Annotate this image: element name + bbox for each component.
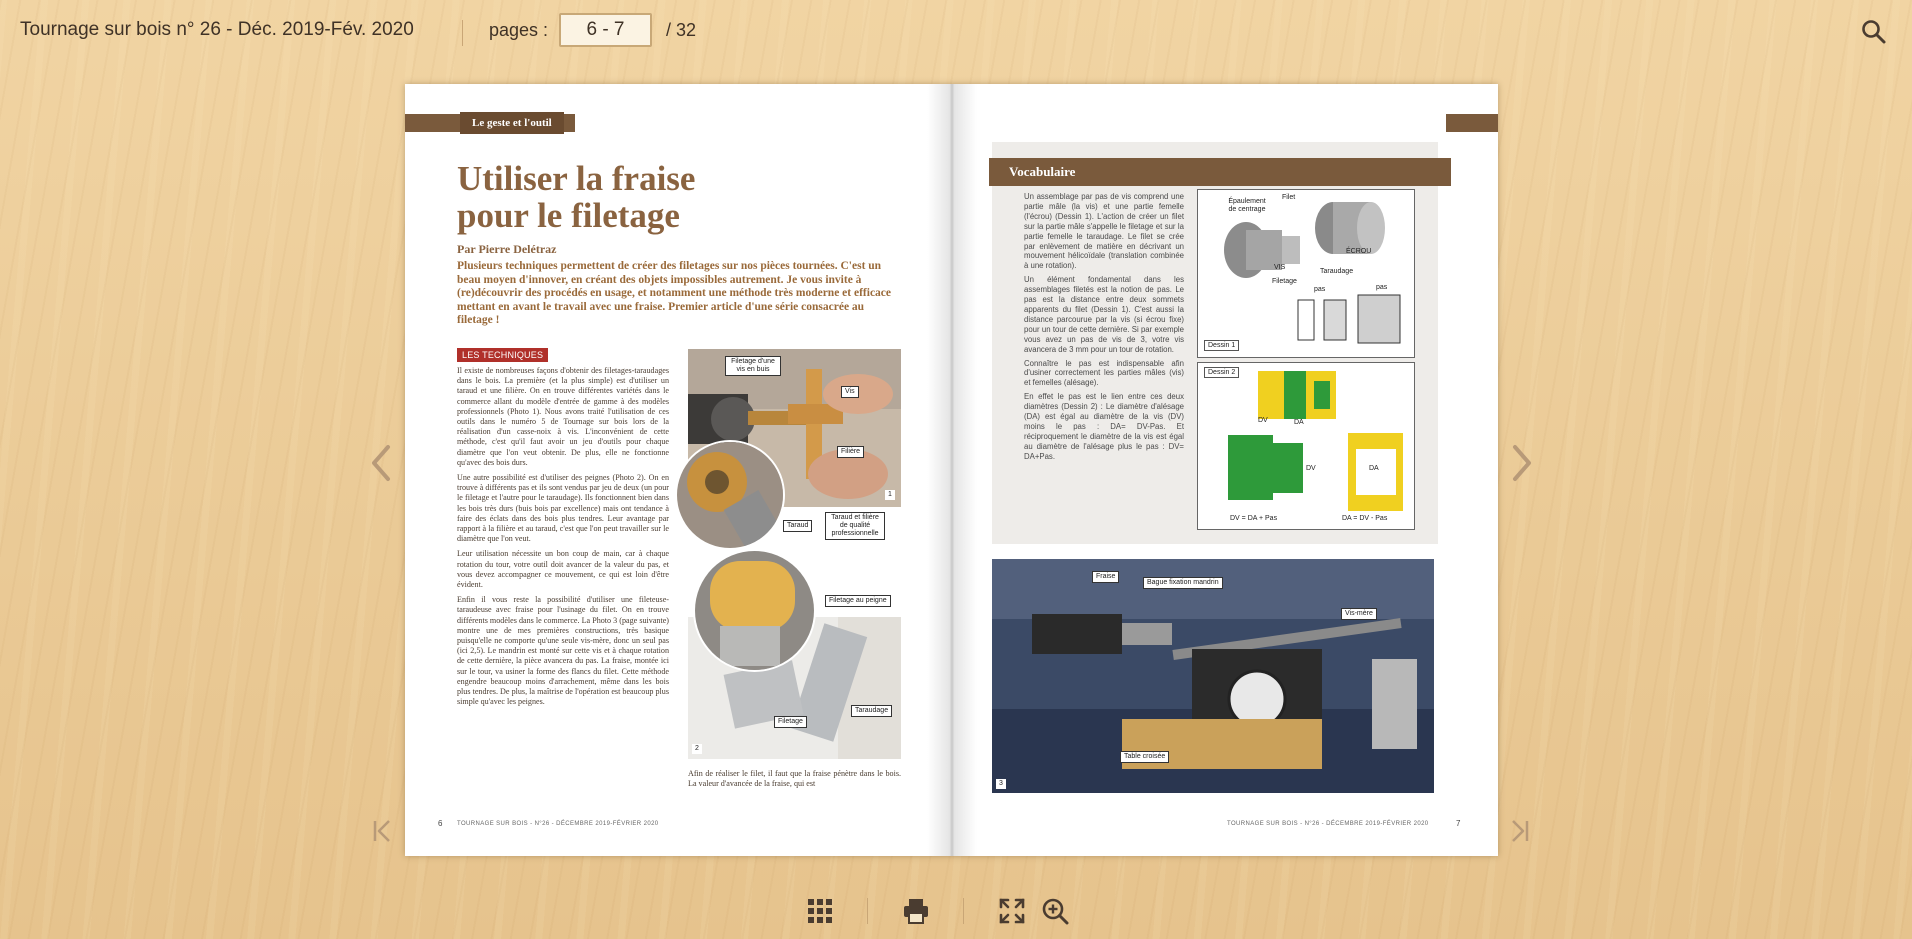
first-page-button[interactable] (372, 818, 394, 844)
headline-line-2: pour le filetage (457, 196, 680, 235)
drawing-part-label: DA (1294, 419, 1304, 426)
photo-label: Filetage d'une vis en buis (725, 356, 781, 376)
rubric-tag: Le geste et l'outil (460, 112, 564, 134)
photo-label: Vis (841, 386, 859, 398)
photo-label: Taraud (783, 520, 812, 532)
last-page-button[interactable] (1508, 818, 1530, 844)
body-paragraph: Il existe de nombreuses façons d'obtenir des filetages-taraudages dans le bois. La première (et la plus simple) est d'utiliser un taraud et une filière. On en trouve différentes variétés dans le commerce allant du modèle d'entrée de gamme à des modèles professionnels (Photo 1). Nous avons traité l'utilisation de ces outils dans le numéro 5 de Tournage sur bois lors de la réalisation d'un casse-noix à vis. L'inconvénient de cette méthode, c'est qu'il faut avoir un jeu d'outils pour chaque diamètre que l'on veut obtenir. De plus, elle ne fonctionne qu'avec des bois durs. (457, 366, 669, 467)
grid-icon (806, 897, 834, 925)
zoom-in-icon (1041, 897, 1069, 925)
headline-line-1: Utiliser la fraise (457, 159, 696, 198)
total-pages: / 32 (666, 20, 697, 40)
thumbnails-button[interactable] (806, 897, 834, 925)
print-button[interactable] (902, 897, 930, 925)
page-number: 6 (438, 819, 443, 828)
page-folio: TOURNAGE SUR BOIS - N°26 - DÉCEMBRE 2019-FÉVRIER 2020 (457, 821, 659, 827)
document-title: Tournage sur bois n° 26 - Déc. 2019-Fév. 2020 (20, 19, 414, 40)
vocab-paragraph: En effet le pas est le lien entre ces deux diamètres (Dessin 2) : Le diamètre d'alésage (DA) est égal au diamètre de la vis (DV) moins le pas : DA= DV-Pas. Et réciproquement le diamètre de la vis est égal au diamètre de l'alésage plus le pas : DV= DA+Pas. (1024, 392, 1184, 461)
dessin-1 (1197, 189, 1415, 358)
next-page-button[interactable] (1509, 443, 1535, 483)
article-lede: Plusieurs techniques permettent de créer des filetages sur nos pièces tournées. C'est un beau moyen d'innover, en créant des objets impossibles autrement. Je vous invite à (re)découvrir des procédés en usage, et notamment une méthode très moderne et efficace mettant en avant le travail avec une fraise. Premier article d'une série consacrée au filetage ! (457, 260, 892, 326)
page-gutter (927, 84, 977, 856)
photo-1-inset-image (677, 442, 785, 550)
left-page (405, 84, 951, 856)
dessin-2-illustration (1198, 363, 1414, 529)
body-paragraph: Une autre possibilité est d'utiliser des peignes (Photo 2). On en trouve à différents pas et ils sont vendus par jeu de deux (un pour le filetage et l'autre pour le taraudage). Ils fonctionnent bien dans les bois très durs (buis bois par excellence) mais ont tendance à faire des éclats dans des bois plus tendres. Leur avantage par rapport à la filière et au taraud, c'est que l'on peut travailler sur le diamètre que l'on veut. (457, 473, 669, 544)
drawing-part-label: VIS (1274, 264, 1286, 271)
drawing-part-label: ÉCROU (1346, 248, 1372, 255)
photo-label: Table croisée (1120, 751, 1169, 763)
drawing-part-label: DV = DA + Pas (1230, 515, 1278, 522)
dessin-2 (1197, 362, 1415, 530)
fullscreen-icon (998, 897, 1026, 925)
section-tag: LES TECHNIQUES (457, 348, 548, 362)
chevron-left-icon (368, 443, 394, 483)
drawing-part-label: DA (1369, 465, 1379, 472)
toolbar-divider (867, 898, 868, 924)
article-body (457, 366, 669, 713)
search-button[interactable] (1860, 18, 1888, 46)
right-page (952, 84, 1498, 856)
pages-label: pages : (489, 20, 549, 40)
zoom-in-button[interactable] (1041, 897, 1069, 925)
drawing-part-label: pas (1314, 286, 1326, 293)
drawing-part-label: Taraudage (1320, 268, 1354, 275)
photo-3-image (992, 559, 1434, 793)
photo-number: 1 (885, 490, 895, 500)
printer-icon (902, 897, 930, 925)
photo-label: Filetage (774, 716, 807, 728)
previous-page-button[interactable] (368, 443, 394, 483)
photo-label: Bague fixation mandrin (1143, 577, 1223, 589)
drawing-part-label: DV (1306, 465, 1316, 472)
vocabulary-title: Vocabulaire (989, 158, 1451, 186)
photo-number: 3 (996, 779, 1006, 789)
photo-2-inset (693, 549, 816, 672)
drawing-part-label: pas (1376, 284, 1388, 291)
drawing-part-label: Filetage (1272, 278, 1297, 285)
drawing-part-label: DA = DV - Pas (1342, 515, 1388, 522)
page-number-input[interactable] (559, 13, 652, 47)
vocab-paragraph: Connaître le pas est indispensable afin d'usiner correctement les parties mâles (vis) et femelles (alésage). (1024, 358, 1184, 388)
photo-2-inset-image (695, 551, 816, 672)
dessin-1-illustration (1198, 190, 1414, 357)
drawing-part-label: Épaulement de centrage (1228, 198, 1266, 213)
drawing-part-label: DV (1258, 417, 1268, 424)
vocab-paragraph: Un élément fondamental dans les assemblages filetés est la notion de pas. Le pas est la distance entre deux sommets apparents du filet (Dessin 1). C'est aussi la distance parcourue par la vis (si écrou fixe) pour un tour de cette dernière. Si par exemple vous avez un pas de vis de 3, votre vis avancera de 3 mm pour un tour de rotation. (1024, 275, 1184, 354)
vocabulary-text (1024, 192, 1184, 466)
photo-label: Vis-mère (1341, 608, 1377, 620)
dessin-1-label: Dessin 1 (1204, 340, 1239, 351)
toolbar-divider (462, 20, 463, 46)
photo-label: Fraise (1092, 571, 1119, 583)
photo-label: Filière (837, 446, 864, 458)
toolbar-divider (963, 898, 964, 924)
photo-label: Taraudage (851, 705, 892, 717)
page-number: 7 (1456, 819, 1461, 828)
article-continued-text: Afin de réaliser le filet, il faut que la fraise pénètre dans le bois. La valeur d'avancée de la fraise, qui est (688, 769, 901, 789)
dessin-2-label: Dessin 2 (1204, 367, 1239, 378)
drawing-part-label: Filet (1282, 194, 1296, 201)
search-icon (1860, 18, 1888, 46)
article-byline: Par Pierre Delétraz (457, 242, 557, 256)
photo-3 (992, 559, 1434, 793)
last-page-icon (1508, 818, 1530, 844)
magazine-spread (405, 84, 1498, 856)
first-page-icon (372, 818, 394, 844)
article-headline (457, 160, 897, 234)
rubric-bar (1446, 114, 1498, 132)
vocab-paragraph: Un assemblage par pas de vis comprend une partie mâle (la vis) et une partie femelle (l'écrou) (Dessin 1). L'action de créer un filet sur la partie mâle s'appelle le filetage et sur la partie femelle le taraudage. Le filet se crée par enlèvement de matière en décrivant un mouvement hélicoïdale (translation combinée à une rotation). (1024, 192, 1184, 271)
body-paragraph: Enfin il vous reste la possibilité d'utiliser une fileteuse-taraudeuse avec fraise pour l'usinage du filet. On en trouve différents modèles dans le commerce. La Photo 3 (page suivante) montre une de mes premières constructions, très basique puisqu'elle ne comporte qu'une seule vis-mère, donc un seul pas (ici 2,5). Le mandrin est monté sur cette vis et à chaque rotation de cette dernière, la pièce avancera du pas. La fraise, montée ici sur le tour, va usiner la forme des flancs du filet. Cette méthode engendre beaucoup moins d'arrachement, même dans les bois plus tendres. De plus, la maîtrise de l'opération est beaucoup plus simple qu'avec les peignes. (457, 595, 669, 707)
photo-1-inset (675, 440, 785, 550)
body-paragraph: Leur utilisation nécessite un bon coup de main, car à chaque rotation du tour, votre outil doit avancer de la valeur du pas, et vous devez accompagner ce mouvement, ce qui est loin d'être évident. (457, 549, 669, 590)
photo-number: 2 (692, 744, 702, 754)
fullscreen-button[interactable] (998, 897, 1026, 925)
chevron-right-icon (1509, 443, 1535, 483)
photo-label: Taraud et filière de qualité professionnelle (825, 512, 885, 540)
photo-label: Filetage au peigne (825, 595, 891, 607)
top-toolbar (0, 0, 1912, 62)
page-folio: TOURNAGE SUR BOIS - N°26 - DÉCEMBRE 2019-FÉVRIER 2020 (1227, 821, 1429, 827)
